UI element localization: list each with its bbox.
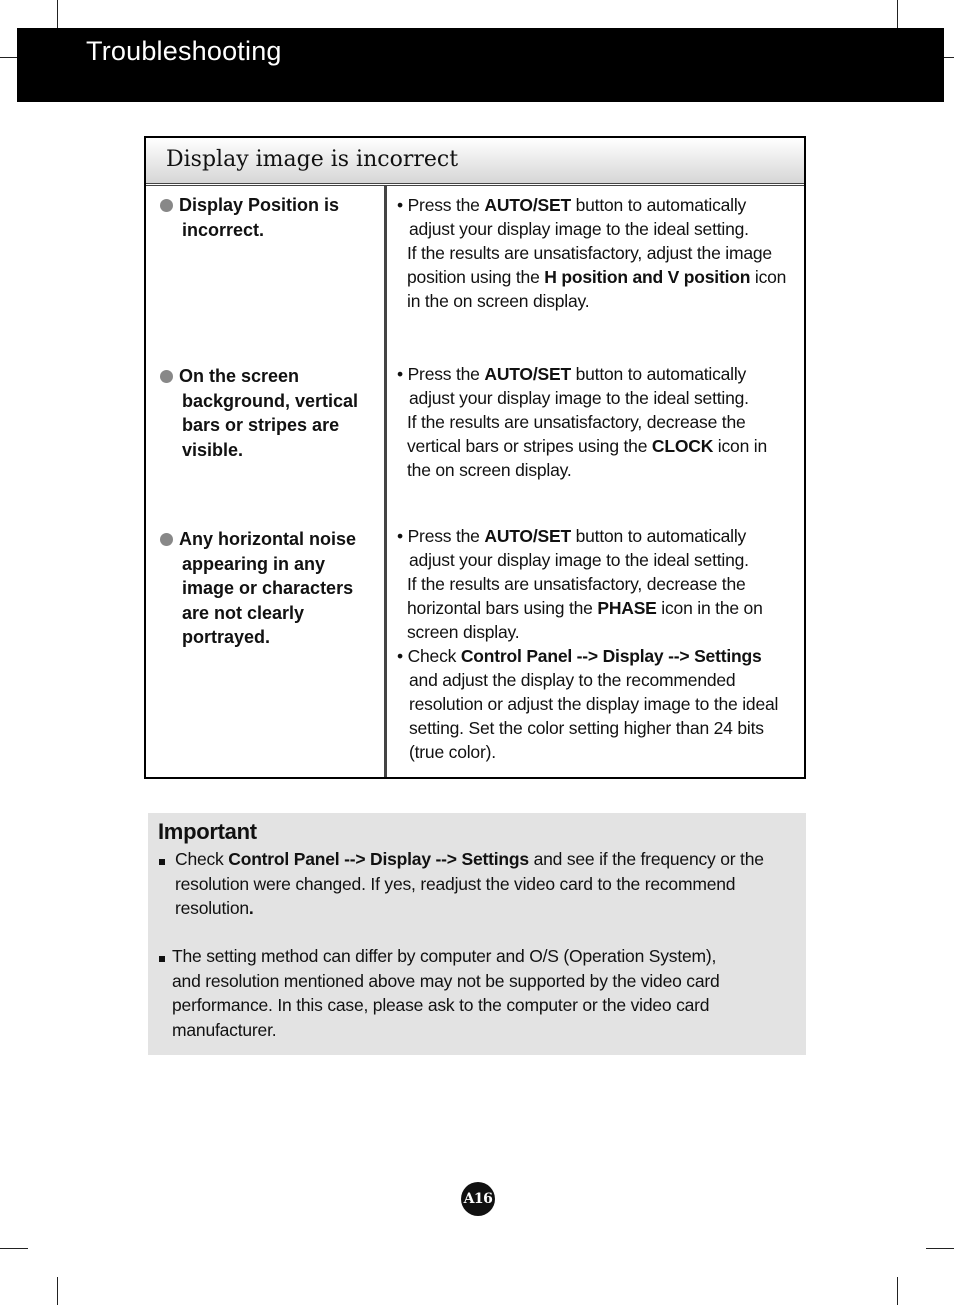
troubleshooting-table (144, 136, 806, 779)
square-bullet-icon (159, 956, 165, 962)
crop-mark (897, 1277, 898, 1305)
bullet-dot-icon (160, 370, 173, 383)
table-title: Display image is incorrect (166, 147, 459, 172)
important-title: Important (158, 819, 257, 844)
crop-mark (926, 1248, 954, 1249)
bullet-dot-icon (160, 533, 173, 546)
problem-item: Any horizontal noise appearing in any image or characters are not clearly portrayed. (160, 527, 380, 650)
square-bullet-icon (159, 859, 165, 865)
solution-text: • Press the AUTO/SET button to automatically adjust your display image to the ideal setting. If the results are unsatisfactory, decrease the horizontal bars using the PHASE icon in the on screen display. • Check Control Panel --> Display --> Settings and adjust the display to the recommended resolution or adjust the display image to the ideal setting. Set the color setting higher than 24 bits (true color). (397, 526, 779, 762)
crop-mark (57, 1277, 58, 1305)
crop-mark (57, 0, 58, 28)
bullet-dot-icon (160, 199, 173, 212)
problem-item: On the screen background, vertical bars or stripes are visible. (160, 364, 380, 462)
problem-item: Display Position is incorrect. (160, 193, 380, 242)
crop-mark (0, 1248, 28, 1249)
page-number-badge: A16 (461, 1182, 495, 1216)
crop-mark (897, 0, 898, 28)
crop-mark (0, 57, 17, 58)
column-divider (384, 186, 387, 777)
important-box: Important Check Control Panel --> Display --> Settings and see if the frequency or the resolution were changed. If yes, readjust the video card to the recommend resolution. The setting method can differ by computer and O/S (Operation System), and resolution mentioned above may not be supported by the video card performance. In this case, please ask to the computer or the video card manufacturer. (148, 813, 806, 1055)
page-title: Troubleshooting (86, 36, 282, 66)
solution-text: • Press the AUTO/SET button to automatically adjust your display image to the ideal setting. If the results are unsatisfactory, adjust the image position using the H position and V position icon in the on screen display. (397, 195, 787, 311)
solution-text: • Press the AUTO/SET button to automatically adjust your display image to the ideal setting. If the results are unsatisfactory, decrease the vertical bars or stripes using the CLOCK icon in the on screen display. (397, 364, 767, 480)
table-header (146, 138, 804, 186)
